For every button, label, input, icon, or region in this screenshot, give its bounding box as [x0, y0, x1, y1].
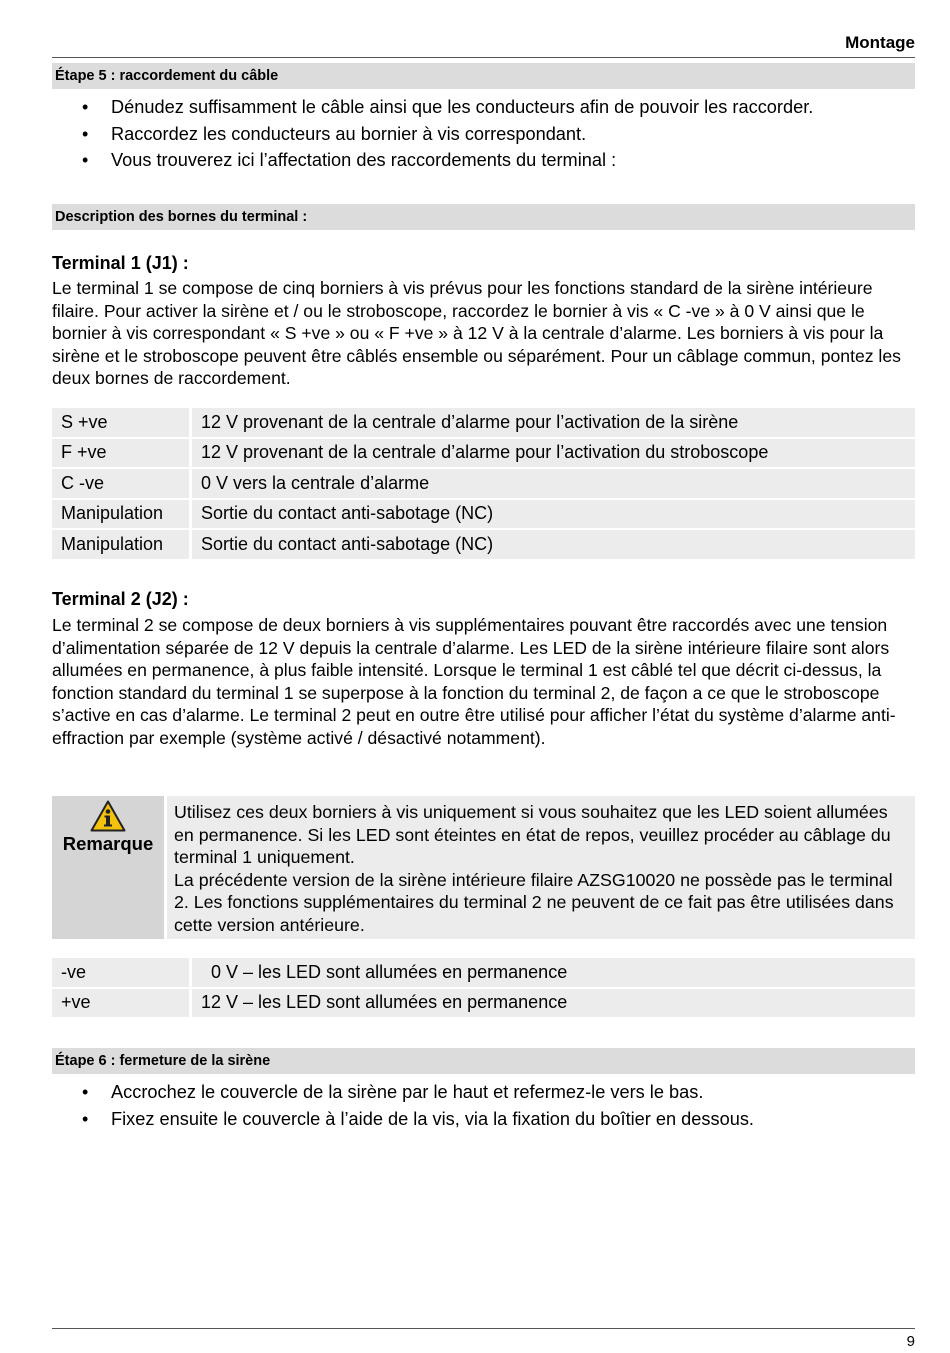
list-item: • Dénudez suffisamment le câble ainsi que les conducteurs afin de pouvoir les raccorder. — [52, 94, 915, 121]
terminal-key: Manipulation — [52, 530, 189, 559]
terminal1-text: Le terminal 1 se compose de cinq borniers à vis prévus pour les fonctions standard de la sirène intérieure filaire. Pour activer la sirène et / ou le stroboscope, raccordez le bornier à vis « C -ve » à 0 V ainsi que le bornier à vis correspondant « S +ve » ou « F +ve » à 12 V à la centrale d’alarme. Les borniers à vis pour la sirène et le stroboscope peuvent être câblés ensemble ou séparément. Pour un câblage commun, pontez les deux bornes de raccordement. — [52, 278, 901, 389]
terminal2-text: Le terminal 2 se compose de deux borniers à vis supplémentaires pouvant être raccordés avec une tension d’alimentation séparée de 12 V depuis la centrale d’alarme. Les LED de la sirène intérieure filaire sont alors allumées en permanence, à plus faible intensité. Lorsque le terminal 1 est câblé tel que décrit ci-dessus, la fonction standard du terminal 1 se superpose à la fonction du terminal 2, de façon a ce que le stroboscope s’active en cas d’alarme. Le terminal 2 peut en outre être utilisé pour afficher l’état du système d’alarme anti-effraction par exemple (système activé / désactivé notamment). — [52, 615, 896, 748]
list-item: • Raccordez les conducteurs au bornier à vis correspondant. — [52, 121, 915, 148]
terminal2-title: Terminal 2 (J2) : — [52, 589, 189, 609]
terminal-value: 12 V – les LED sont allumées en permanence — [192, 989, 915, 1018]
page-number: 9 — [906, 1333, 915, 1350]
table-row — [52, 958, 915, 987]
note-box — [52, 796, 915, 939]
table-row — [52, 469, 915, 498]
note-content — [167, 796, 915, 939]
terminal1-title: Terminal 1 (J1) : — [52, 253, 189, 273]
table-row — [52, 989, 915, 1018]
terminal-key: +ve — [52, 989, 189, 1018]
note-label-cell — [52, 796, 164, 939]
table-row — [52, 439, 915, 468]
terminal-key: C -ve — [52, 469, 189, 498]
description-heading: Description des bornes du terminal : — [52, 204, 915, 230]
table-row — [52, 500, 915, 529]
note-paragraph: Utilisez ces deux borniers à vis uniquement si vous souhaitez que les LED soient allumées en permanence. Si les LED sont éteintes en état de repos, veuillez procéder au câblage du terminal 1 uniquement. — [174, 802, 891, 868]
list-item: • Vous trouverez ici l’affectation des raccordements du terminal : — [52, 147, 915, 174]
list-item: • Fixez ensuite le couvercle à l’aide de la vis, via la fixation du boîtier en dessous. — [52, 1106, 915, 1133]
list-item: • Accrochez le couvercle de la sirène par le haut et refermez-le vers le bas. — [52, 1079, 915, 1106]
header-rule — [52, 57, 915, 58]
terminal-value: Sortie du contact anti-sabotage (NC) — [192, 530, 915, 559]
note-label: Remarque — [62, 833, 154, 854]
header-title: Montage — [845, 33, 915, 52]
terminal-value: 0 V vers la centrale d’alarme — [192, 469, 915, 498]
terminal-value: 0 V – les LED sont allumées en permanence — [192, 958, 915, 987]
table-row — [52, 408, 915, 437]
step6-bullet-list — [52, 1079, 915, 1132]
footer-rule — [52, 1328, 915, 1329]
terminal2-table — [52, 956, 915, 1019]
terminal-value: 12 V provenant de la centrale d’alarme pour l’activation du stroboscope — [192, 439, 915, 468]
terminal-key: S +ve — [52, 408, 189, 437]
terminal-key: F +ve — [52, 439, 189, 468]
terminal-key: Manipulation — [52, 500, 189, 529]
terminal-value: Sortie du contact anti-sabotage (NC) — [192, 500, 915, 529]
warning-info-icon — [90, 800, 126, 832]
page-header — [52, 33, 915, 57]
terminal-value: 12 V provenant de la centrale d’alarme pour l’activation de la sirène — [192, 408, 915, 437]
step5-heading: Étape 5 : raccordement du câble — [52, 63, 915, 89]
table-row — [52, 530, 915, 559]
terminal-key: -ve — [52, 958, 189, 987]
terminal1-table — [52, 406, 915, 561]
note-paragraph: La précédente version de la sirène intérieure filaire AZSG10020 ne possède pas le terminal 2. Les fonctions supplémentaires du terminal 2 ne peuvent de ce fait pas être utilisées dans cette version antérieure. — [174, 869, 894, 935]
step5-bullet-list — [52, 94, 915, 174]
step6-heading: Étape 6 : fermeture de la sirène — [52, 1048, 915, 1074]
